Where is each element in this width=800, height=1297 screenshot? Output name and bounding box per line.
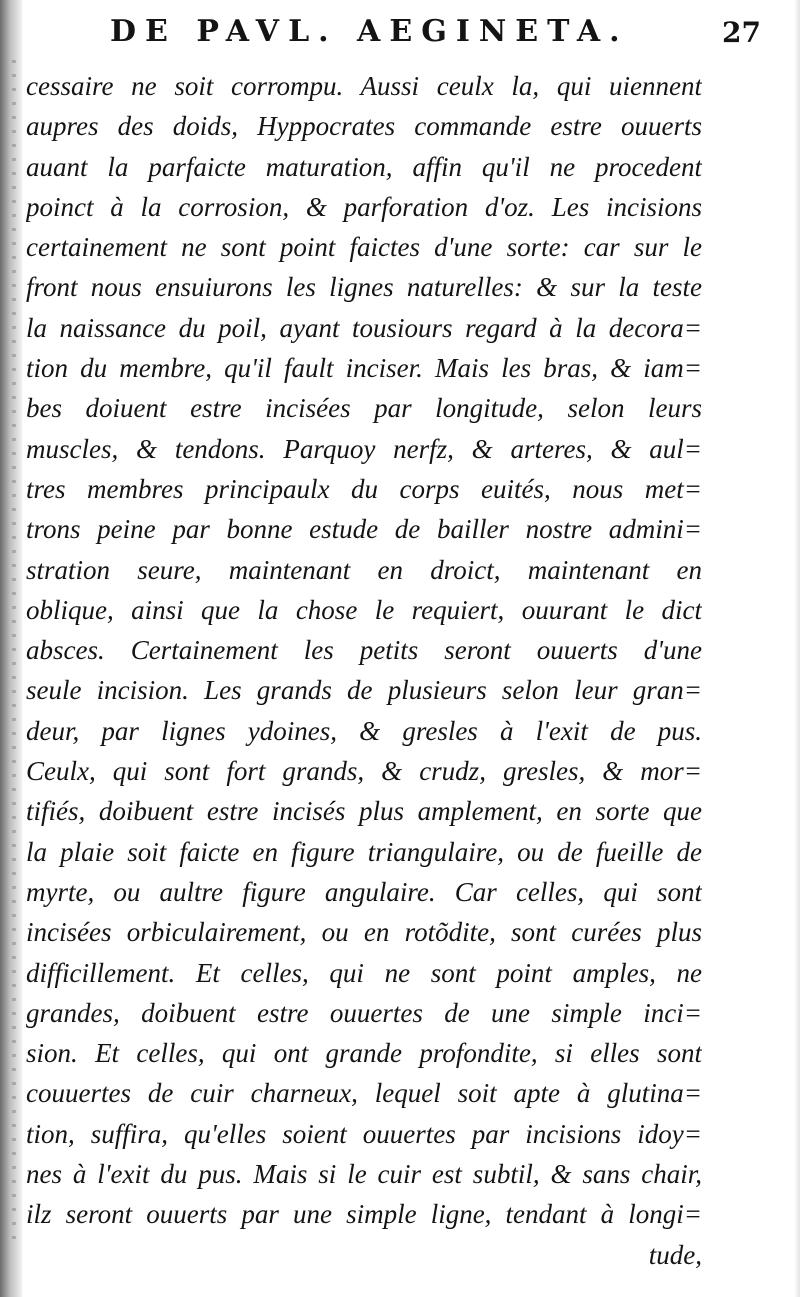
text-line: front nous ensuiurons les lignes naturelles: & sur la teste — [26, 272, 702, 303]
text-line: nes à l'exit du pus. Mais si le cuir est subtil, & sans chair, — [26, 1159, 702, 1190]
text-line: tion, suffira, qu'elles soient ouuertes par incisions idoy= — [26, 1118, 702, 1149]
text-line: muscles, & tendons. Parquoy nerfz, & arteres, & aul= — [26, 433, 702, 464]
text-line: certainement ne sont point faictes d'une sorte: car sur le — [26, 232, 702, 263]
text-line: bes doiuent estre incisées par longitude, selon leurs — [26, 393, 702, 424]
text-line: cessaire ne soit corrompu. Aussi ceulx la, qui uiennent — [26, 71, 702, 101]
text-line: poinct à la corrosion, & parforation d'oz. Les incisions — [26, 191, 702, 222]
text-line: difficillement. Et celles, qui ne sont point amples, ne — [26, 957, 702, 988]
text-line: Ceulx, qui sont fort grands, & crudz, gresles, & mor= — [26, 756, 702, 787]
text-line: auant la parfaicte maturation, affin qu'il ne procedent — [26, 151, 702, 182]
text-line: couuertes de cuir charneux, lequel soit apte à glutina= — [26, 1078, 702, 1109]
text-line: grandes, doibuent estre ouuertes de une simple inci= — [26, 997, 702, 1028]
text-line: trons peine par bonne estude de bailler nostre admini= — [26, 514, 702, 545]
text-line-catchword: tude, — [648, 1239, 702, 1270]
text-line: aupres des doids, Hyppocrates commande estre ouuerts — [26, 111, 702, 142]
text-line: tion du membre, qu'il fault inciser. Mais les bras, & iam= — [26, 353, 702, 384]
text-line: oblique, ainsi que la chose le requiert, ouurant le dict — [26, 594, 702, 625]
text-line: la plaie soit faicte en figure triangulaire, ou de fueille de — [26, 836, 702, 867]
binding-stitch-marks — [12, 60, 16, 1240]
text-line: deur, par lignes ydoines, & gresles à l'exit de pus. — [26, 715, 702, 746]
text-line: sion. Et celles, qui ont grande profondite, si elles sont — [26, 1038, 702, 1069]
text-line: seule incision. Les grands de plusieurs selon leur gran= — [26, 675, 702, 706]
page-right-edge — [794, 0, 800, 1297]
body-text — [26, 66, 702, 1275]
text-line: absces. Certainement les petits seront ouuerts d'une — [26, 635, 702, 666]
text-line: incisées orbiculairement, ou en rotõdite, sont curées plus — [26, 917, 702, 948]
binding-gutter-shadow — [0, 0, 22, 1297]
text-line: ilz seront ouuerts par une simple ligne, tendant à longi= — [26, 1199, 702, 1230]
page-number: 27 — [722, 16, 761, 49]
text-line: stration seure, maintenant en droict, maintenant en — [26, 554, 702, 585]
text-line: tifiés, doibuent estre incisés plus amplement, en sorte que — [26, 796, 702, 827]
running-head: DE PAVL. AEGINETA. — [110, 14, 629, 49]
text-line: tres membres principaulx du corps euités, nous met= — [26, 473, 702, 504]
text-line: myrte, ou aultre figure angulaire. Car celles, qui sont — [26, 876, 702, 907]
text-line: la naissance du poil, ayant tousiours regard à la decora= — [26, 312, 702, 343]
